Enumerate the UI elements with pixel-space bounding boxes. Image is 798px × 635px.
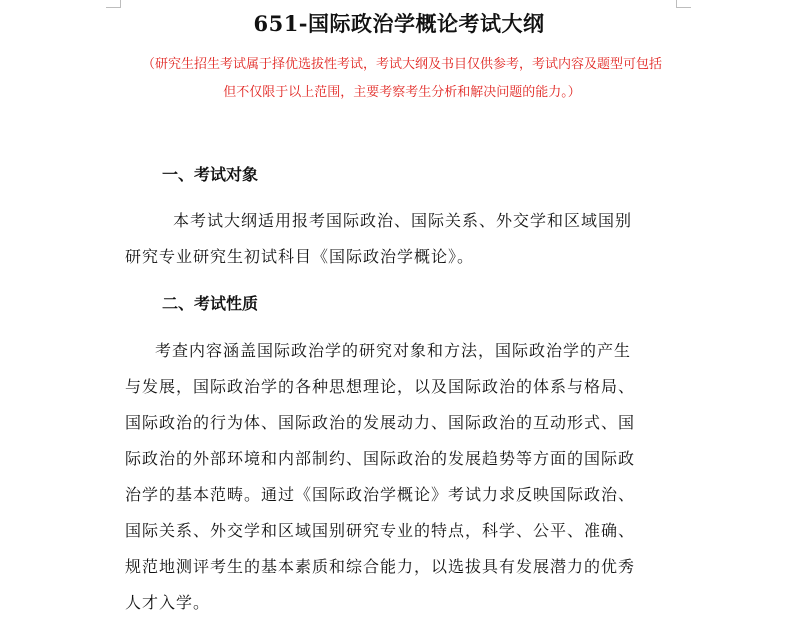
- paragraph-line: 国际政治的行为体、国际政治的发展动力、国际政治的互动形式、国: [125, 413, 636, 432]
- section-heading-exam-nature: 二、考试性质: [162, 294, 259, 313]
- paragraph-line: 治学的基本范畴。通过《国际政治学概论》考试力求反映国际政治、: [125, 485, 636, 504]
- document-title: 651-国际政治学概论考试大纲: [253, 11, 545, 36]
- paragraph-line: 考查内容涵盖国际政治学的研究对象和方法，国际政治学的产生: [155, 341, 632, 360]
- paragraph-line: 本考试大纲适用报考国际政治、国际关系、外交学和区域国别: [173, 211, 633, 230]
- crop-mark-top-right: [676, 0, 691, 8]
- paragraph-line: 研究专业研究生初试科目《国际政治学概论》。: [125, 247, 475, 266]
- section-heading-exam-target: 一、考试对象: [162, 165, 259, 184]
- paragraph-line: 与发展，国际政治学的各种思想理论，以及国际政治的体系与格局、: [125, 377, 636, 396]
- paragraph-line: 人才入学。: [125, 593, 211, 612]
- crop-mark-top-left: [106, 0, 121, 8]
- paragraph-line: 规范地测评考生的基本素质和综合能力，以选拔具有发展潜力的优秀: [125, 557, 636, 576]
- notice-line: 但不仅限于以上范围，主要考察考生分析和解决问题的能力。）: [223, 85, 581, 100]
- paragraph-line: 际政治的外部环境和内部制约、国际政治的发展趋势等方面的国际政: [125, 449, 636, 468]
- paragraph-line: 国际关系、外交学和区域国别研究专业的特点，科学、公平、准确、: [125, 521, 636, 540]
- notice-line: （研究生招生考试属于择优选拔性考试，考试大纲及书目仅供参考，考试内容及题型可包括: [141, 57, 662, 72]
